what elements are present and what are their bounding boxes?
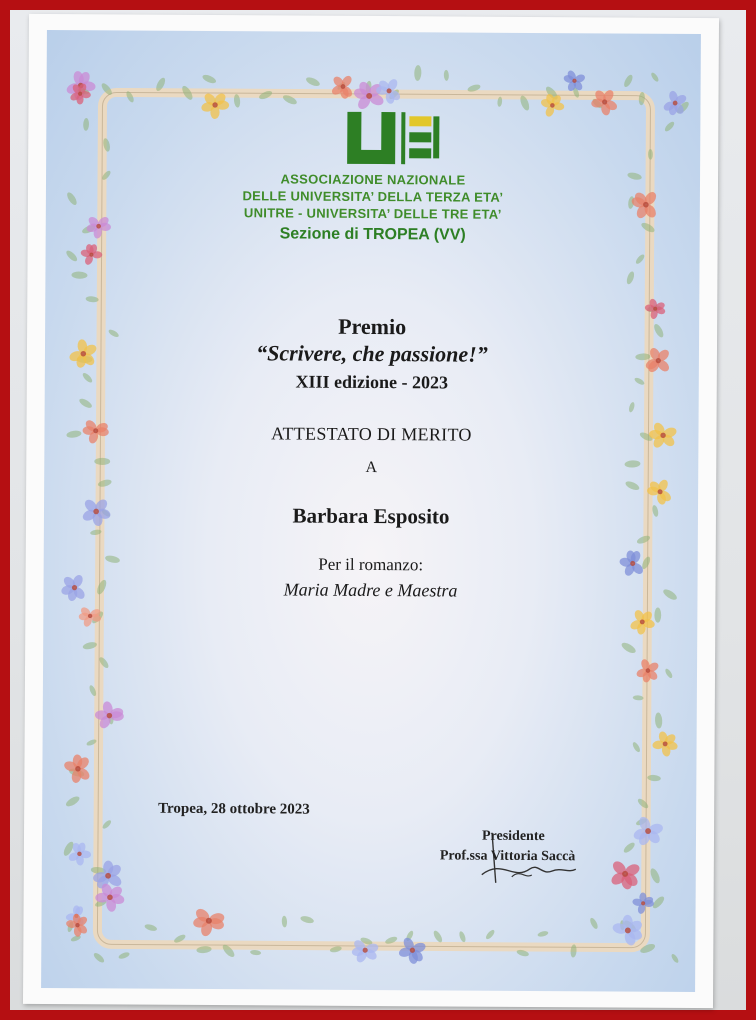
work-title: Maria Madre e Maestra <box>283 579 458 601</box>
association-line-3: UNITRE - UNIVERSITA’ DELLE TRE ETA’ <box>243 205 502 222</box>
leaf-icon <box>633 695 644 701</box>
flower-icon <box>635 658 660 683</box>
leaf-icon <box>631 741 641 753</box>
prize-label: Premio <box>338 313 407 340</box>
work-label: Per il romanzo: <box>318 554 424 575</box>
prize-title: “Scrivere, che passione!” <box>256 340 488 367</box>
leaf-icon <box>625 271 635 286</box>
leaf-icon <box>620 641 637 655</box>
leaf-icon <box>589 917 599 930</box>
flower-icon <box>63 754 92 784</box>
to-label: A <box>365 458 378 477</box>
leaf-icon <box>78 397 93 410</box>
certificate-sheet <box>23 14 719 1008</box>
leaf-icon <box>250 949 261 955</box>
prize-edition: XIII edizione - 2023 <box>295 371 449 393</box>
flower-icon <box>609 859 641 891</box>
leaf-icon <box>654 607 661 622</box>
leaf-icon <box>414 65 422 81</box>
section-title: Sezione di TROPEA (VV) <box>279 225 466 244</box>
place-date: Tropea, 28 ottobre 2023 <box>158 800 310 818</box>
leaf-icon <box>670 953 679 964</box>
leaf-icon <box>201 73 217 85</box>
leaf-icon <box>624 480 640 492</box>
leaf-icon <box>64 794 81 808</box>
leaf-icon <box>664 668 674 679</box>
signer-name: Prof.ssa Vittoria Saccà <box>439 848 576 865</box>
leaf-icon <box>432 929 444 943</box>
leaf-icon <box>101 819 112 830</box>
leaf-icon <box>537 930 549 938</box>
flower-icon <box>398 936 427 965</box>
leaf-icon <box>634 253 645 265</box>
leaf-icon <box>92 951 105 964</box>
leaf-icon <box>305 76 321 88</box>
leaf-icon <box>622 841 636 854</box>
flower-icon <box>192 906 225 937</box>
leaf-icon <box>282 916 288 928</box>
leaf-icon <box>663 120 675 133</box>
certificate-title: ATTESTATO DI MERITO <box>271 423 472 445</box>
association-line-1: ASSOCIAZIONE NAZIONALE <box>280 171 466 188</box>
flower-icon <box>652 730 679 757</box>
certificate-paper <box>41 30 701 992</box>
leaf-icon <box>485 929 496 941</box>
leaf-icon <box>65 249 79 263</box>
leaf-icon <box>118 951 131 960</box>
unitre-logo <box>341 108 451 179</box>
leaf-icon <box>144 923 158 932</box>
leaf-icon <box>83 118 89 131</box>
leaf-icon <box>649 867 662 884</box>
signer-role: Presidente <box>481 828 545 845</box>
leaf-icon <box>655 712 663 728</box>
flower-icon <box>632 892 655 914</box>
leaf-icon <box>444 70 449 81</box>
leaf-icon <box>71 271 87 279</box>
leaf-icon <box>300 915 315 925</box>
association-line-2: DELLE UNIVERSITA’ DELLA TERZA ETA’ <box>242 188 504 205</box>
leaf-icon <box>458 931 467 943</box>
leaf-icon <box>650 71 660 82</box>
leaf-icon <box>622 73 634 88</box>
leaf-icon <box>628 401 636 412</box>
recipient-name: Barbara Esposito <box>292 503 450 529</box>
